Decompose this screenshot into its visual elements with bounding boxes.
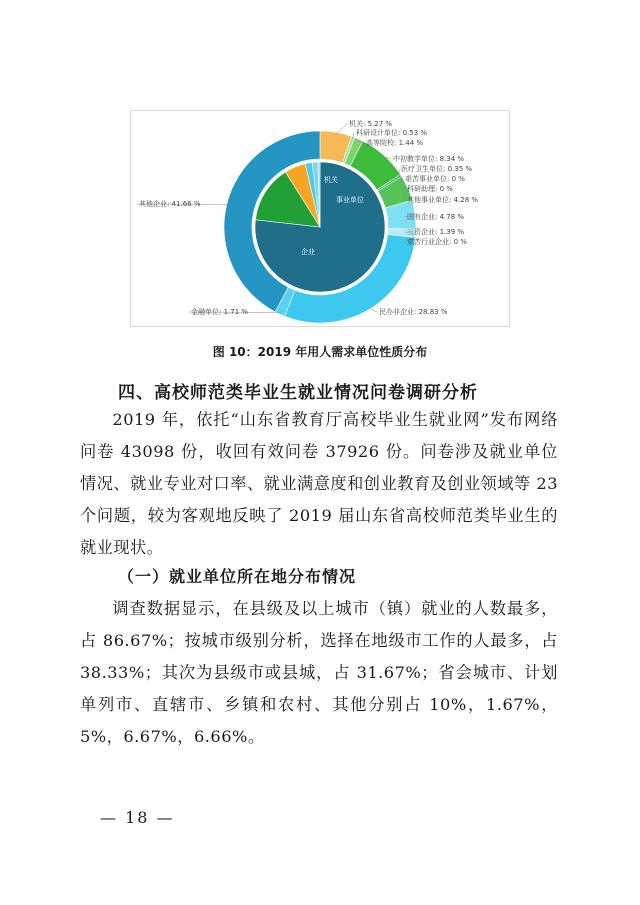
outer-label-10: 艰苦行业企业: 0 % xyxy=(407,238,467,246)
outer-label-11: 民办非企业: 28.83 % xyxy=(379,308,448,316)
donut-chart xyxy=(131,111,509,326)
section-heading: 四、高校师范类毕业生就业情况问卷调研分析 xyxy=(118,383,478,403)
outer-label-2: 高等院校: 1.44 % xyxy=(366,139,424,147)
inner-label-1: 事业单位 xyxy=(336,196,364,204)
inner-label-2: 机关 xyxy=(324,176,338,184)
outer-label-9: 三资企业: 1.39 % xyxy=(407,228,465,236)
leader-line-0 xyxy=(336,124,347,134)
outer-label-7: 其他事业单位: 4.28 % xyxy=(407,196,479,204)
page-number: — 18 — xyxy=(100,808,175,827)
subheading: （一）就业单位所在地分布情况 xyxy=(118,567,357,586)
outer-label-13: 其他企业: 41.66 % xyxy=(139,200,201,208)
leader-line-11 xyxy=(368,308,377,312)
outer-label-0: 机关: 5.27 % xyxy=(349,120,393,128)
paragraph-1: 2019 年，依托“山东省教育厅高校毕业生就业网”发布网络问卷 43098 份，收回有效问卷 37926 份。问卷涉及就业单位情况、就业专业对口率、就业满意度和创业教育及创业领域等 23 个问题，较为客观地反映了 2019 届山东省高校师范类毕业生的就业现状。 xyxy=(80,410,558,557)
outer-label-3: 中初教学单位: 8.34 % xyxy=(393,155,465,163)
outer-label-12: 金融单位: 1.71 % xyxy=(191,308,249,316)
chart-frame xyxy=(130,110,510,327)
outer-label-1: 科研设计单位: 0.53 % xyxy=(356,129,428,137)
outer-label-5: 艰苦事业单位: 0 % xyxy=(405,175,465,183)
inner-label-0: 企业 xyxy=(301,248,315,256)
outer-label-8: 国有企业: 4.78 % xyxy=(407,213,465,221)
outer-label-4: 医疗卫生单位: 0.35 % xyxy=(401,165,473,173)
paragraph-2: 调查数据显示，在县级及以上城市（镇）就业的人数最多，占 86.67%；按城市级别分析，选择在地级市工作的人最多，占 38.33%；其次为县级市或县城，占 31.67%；省会城市、计划单列市、直辖市、乡镇和农村、其他分别占 10%，1.67%，5%，6.67%，6.66%。 xyxy=(80,599,558,746)
outer-label-6: 科研助理: 0 % xyxy=(407,185,453,193)
figure-caption: 图 10：2019 年用人需求单位性质分布 xyxy=(212,345,428,359)
